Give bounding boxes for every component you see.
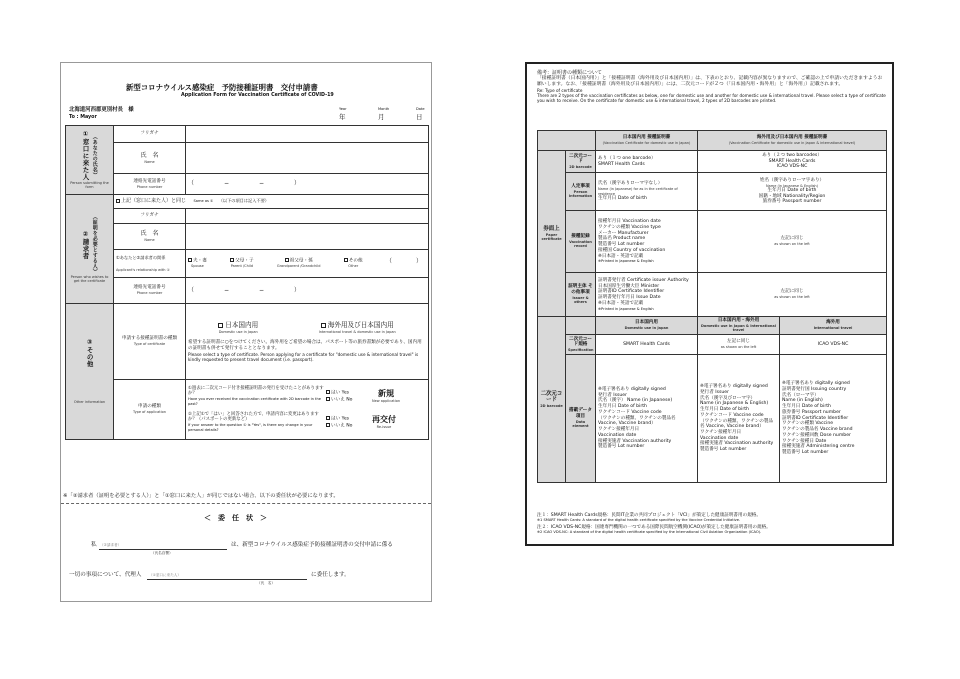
- comparison-table: 日本国内用 接種証明書 (Vaccination Certificate for domestic use in Japan) 海外用及び日本国内用 接種証明書 (Vaccination Certificate for domestic use in Japan & international travel) 券面上 Paper certificate 二次元コード 2D barcode あり（１つ one barcode） SMART Health Cards あり（２つ two barcodes） SMART Health Cards ICAO VDS-NC 人定事項 Person Information 氏名（漢字ありローマ字なし） Name (in Japanese) for as in the certificate of residence 生年月日 Date of birth 姓名（漢字ありローマ字あり） Name (in Japanese & English) 生年月日 Date of birth 国籍・地域 Nationality/Region 旅券番号 Passport number 接種記録 Vaccination record 接種年月日 Vaccination date ワクチンの種類 Vaccine type メーカー Manufacturer 製品名 Product name 製造番号 Lot number 接種国 Country of vaccination ※日本語・英語で記載 ※Printed in Japanese & English 左記に同じ as shown on the left 証明主体 その他事項 Issuer & others 証明書発行者 Certificate issuer Authority 日本国厚生労働大臣 Minister 証明書ID Certificate Identifier 証明書発行年月日 Issue Date ※日本語・英語で記載 ※Printed in Japanese & English 左記に同じ as shown on the left 二次元コード 2D barcode 日本国内用 Domestic use in Japan 日本国内用・海外用 Domestic use in Japan & International travel 海外用 International travel 二次元コード規格 Specification SMART Health Cards 左記に同じ as shown on the left ICAO VDS-NC 搭載データ項目 Data element ※電子署名あり digitally signed 発行者 Issuer 氏名（漢字） Name (in Japanese) 生年月日 Date of birth ワクチンコード Vaccine code （ワクチンの種類、ワクチンの製品名 Vaccine, Vaccine brand） ワクチン接種年月日 Vaccination date 接種実施者 Vaccination authority 製造番号 Lot number ※電子署名あり digitally signed 発行者 Issuer 氏名（漢字及びローマ字） Name (in Japanese & English) 生年月日 Date of birth ワクチンコード Vaccine code （ワクチンの種類、ワクチンの製品名 Vaccine, Vaccine brand） ワクチン接種年月日 Vaccination date 接種実施者 Vaccination authority 製造番号 Lot number ※電子署名あり digitally signed 証明書発行国 Issuing country 氏名（ローマ字） Name (in English) 生年月日 Date of birth 旅券番号 Passport number 証明書ID Certificate Identifier ワクチンの種類 Vaccine ワクチンの製品名 Vaccine brand ワクチン接種回数 Dose number ワクチン接種日 Date 接種実施者 Administering centre 製造番号 Lot number: [537, 130, 887, 483]
- certificate-types-page: [525, 62, 894, 546]
- q2-yes[interactable]: はい Yes: [326, 416, 372, 422]
- form-title: 新型コロナウイルス感染症 予防接種証明書 交付申請書: [126, 83, 318, 92]
- date-month[interactable]: 月: [378, 113, 385, 121]
- addressee-en: To : Mayor: [69, 115, 97, 120]
- new-application: 新規 New application: [372, 389, 401, 404]
- q1-yes[interactable]: はい Yes: [326, 390, 372, 396]
- application-type-cell: ①過去に二次元コード付き接種証明書の発行を受けたことがありますか？ Have you ever received the vaccination certificate with 2D barcode in the past? はい Yes いいえ No 新規 New application ②上記①で「はい」と回答された方で、申請内容に変更はありますか？（パスポートの更新など） If your answer to the question ① is "Yes", is there any change in your personal details? はい Yes いいえ No 再交付 Re-issue: [186, 380, 429, 440]
- application-form-page: 新型コロナウイルス感染症 予防接種証明書 交付申請書 Application Form for Vaccination Certificate of COVID-19 北海道河西郡更別村長 様 To : Mayor Year Month Date 年 月 日 ①窓口に来た人 （あなたの氏名） Person submitting the form フリガナ 氏 名 Name 連絡先電話番号 Phone number （ − − ） ②請求者 （証明を必要とする人） Person who wishes to get the certificate 上記（窓口に来た人）と同じ Same as ① （以下の項目は記入不要） フリガナ 氏 名 Name ①あなたと②請求者の関係 Applicant's relationship with ① 夫・妻 Spouse 父母・子 Parent /Child 祖父母・孫 Grandparent /Grandchild その他 Other （ ） 連絡先電話番号 Phone number （ − − ） ③その他 Other information 申請する接種証明書の種類 Type of certificate 日本国内用 Domestic use in Japan 海外用及び日本国内用 International travel & domestic use in Japan 希望する証明書に○をつけてください。海外用をご希望の場合は、パスポート等の旅券書類が必要であり、国内用の証明書も併せて発行することとなります。 Please select a type of certificate. Person applying for a certificate for "domestic use & international travel" is kindly requested to present travel document (i.e. passport). 申請の種類 Type of application ①過去に二次元コード付き接種証明書の発行を受けたことがありますか？ Have you ever received the vaccination certificate with 2D barcode in the past? はい Yes いいえ No 新規 New application ②上記①で「はい」と回答された方で、申請内容に変更はありますか？（パスポートの更新など） If your answer to the question ① is "Yes", is there any change in your personal details? はい Yes いいえ No 再交付 Re-issue ※「②請求者（証明を必要とする人）」と「①窓口に来た人」が同じではない場合、以下の委任状が必要になります。 ＜ 委 任 状 ＞ 私 （②請求者） （氏名自署） は、新型コロナウイルス感染症予防接種証明書の交付申請に係る 一切の事項について、代理人 （①窓口に来た人） （氏 名） に委任します。: [60, 62, 432, 602]
- date-year[interactable]: 年: [339, 113, 346, 121]
- q1-no[interactable]: いいえ No: [326, 397, 372, 403]
- proxy-title: ＜ 委 任 状 ＞: [204, 514, 267, 522]
- paper-label: 券面上 Paper certificate: [538, 151, 566, 317]
- intl-data-elements: ※電子署名あり digitally signed 証明書発行国 Issuing country 氏名（ローマ字） Name (in English) 生年月日 Date of birth 旅券番号 Passport number 証明書ID Certificate Identifier ワクチンの種類 Vaccine ワクチンの製品名 Vaccine brand ワクチン接種回数 Dose number ワクチン接種日 Date 接種実施者 Administering centre 製造番号 Lot number: [780, 355, 887, 483]
- dom-issuer-list: 証明書発行者 Certificate issuer Authority 日本国厚生労働大臣 Minister 証明書ID Certificate Identifier 証明書発行年月日 Issue Date ※日本語・英語で記載 ※Printed in Japanese & English: [596, 273, 698, 317]
- sec2-furigana-input[interactable]: [186, 209, 429, 224]
- dom-data-elements: ※電子署名あり digitally signed 発行者 Issuer 氏名（漢字） Name (in Japanese) 生年月日 Date of birth ワクチンコード Vaccine code （ワクチンの種類、ワクチンの製品名 Vaccine, Vaccine brand） ワクチン接種年月日 Vaccination date 接種実施者 Vaccination authority 製造番号 Lot number: [596, 355, 698, 483]
- dom-vacc-list: 接種年月日 Vaccination date ワクチンの種類 Vaccine type メーカー Manufacturer 製品名 Product name 製造番号 Lot number 接種国 Country of vaccination ※日本語・英語で記載 ※Printed in Japanese & English: [596, 211, 698, 273]
- q2-no[interactable]: いいえ No: [326, 423, 372, 429]
- memo-block: 備考：証明書の種類について 「接種証明書（日本国内用）」と「接種証明書（海外用及び日本国内用）」は、下表のとおり、記載内容が異なりますので、ご確認の上で申請いただきますようお願いします。なお、「接種証明書（海外用及び日本国内用）」には、二次元コードが２つ（「日本国内用・海外用」と「海外用」）記載されます。 Re: Type of certificate There are 2 types of the vaccination certificates as below, one for domestic use and another for domestic use & international travel. Please select a type of certificate you wish to receive. On the certificate for domestic use & international travel, 2 types of 2D barcodes are printed.: [537, 70, 886, 103]
- certificate-type-cell: 日本国内用 Domestic use in Japan 海外用及び日本国内用 International travel & domestic use in Japan 希望する証明書に○をつけてください。海外用をご希望の場合は、パスポート等の旅券書類が必要であり、国内用の証明書も併せて発行することとなります。 Please select a type of certificate. Person applying for a certificate for "domestic use & international travel" is kindly requested to present travel document (i.e. passport).: [186, 304, 429, 380]
- notes: 注１：SMART Health Cards規格：民間IT企業の共同プロジェクト「VCI」が策定した健康証明書用の規格。 ※1 SMART Health Cards: A standard of the digital health certificate specified by the Vaccine Credential Initiative. 注２：ICAO VDS-NC規格：国連専門機関の一つである国際民間航空機関(ICAO)が策定した健康証明書用の規格。 ※2 ICAO VDS-NC: A standard of the digital health certificate specified by the International Civil Aviation Organization (ICAO).: [537, 513, 771, 534]
- barcode-label: 二次元コード 2D barcode: [538, 317, 566, 483]
- both-data-elements: ※電子署名あり digitally signed 発行者 Issuer 氏名（漢字及びローマ字） Name (in Japanese & English) 生年月日 Date of birth ワクチンコード Vaccine code （ワクチンの種類、ワクチンの製品名 Vaccine, Vaccine brand） ワクチン接種年月日 Vaccination date 接種実施者 Vaccination authority 製造番号 Lot number: [698, 355, 780, 483]
- sec1-name-input[interactable]: [186, 143, 429, 174]
- sec2-name-input[interactable]: [186, 224, 429, 250]
- sec2-phone-input[interactable]: （ − − ）: [186, 278, 429, 304]
- relation-option[interactable]: その他 Other: [344, 258, 363, 269]
- application-table: ①窓口に来た人 （あなたの氏名） Person submitting the form フリガナ 氏 名 Name 連絡先電話番号 Phone number （ − − ） ②請求者 （証明を必要とする人） Person who wishes to get the certificate 上記（窓口に来た人）と同じ Same as ① （以下の項目は記入不要） フリガナ 氏 名 Name ①あなたと②請求者の関係 Applicant's relationship with ① 夫・妻 Spouse 父母・子 Parent /Child 祖父母・孫 Grandparent /Grandchild その他 Other （ ） 連絡先電話番号 Phone number （ − − ） ③その他 Other information 申請する接種証明書の種類 Type of certificate 日本国内用 Domestic use in Japan 海外用及び日本国内用 International travel & domestic use in Japan 希望する証明書に○をつけてください。海外用をご希望の場合は、パスポート等の旅券書類が必要であり、国内用の証明書も併せて発行することとなります。 Please select a type of certificate. Person applying for a certificate for "domestic use & international travel" is kindly requested to present travel document (i.e. passport). 申請の種類 Type of application ①過去に二次元コード付き接種証明書の発行を受けたことがありますか？ Have you ever received the vaccination certificate with 2D barcode in the past? はい Yes いいえ No 新規 New application ②上記①で「はい」と回答された方で、申請内容に変更はありますか？（パスポートの更新など） If your answer to the question ① is "Yes", is there any change in your personal details? はい Yes いいえ No 再交付 Re-issue: [65, 125, 429, 440]
- relation-option[interactable]: 夫・妻 Spouse: [188, 258, 207, 269]
- date-day[interactable]: 日: [416, 113, 423, 121]
- section-2-label: ②請求者 （証明を必要とする人） Person who wishes to get the certificate: [66, 195, 114, 304]
- section-1-label: ①窓口に来た人 （あなたの氏名） Person submitting the form: [66, 126, 114, 195]
- relation-option[interactable]: 祖父母・孫 Grandparent /Grandchild: [276, 258, 321, 269]
- proxy-agent-name[interactable]: [147, 579, 307, 580]
- sec1-furigana-input[interactable]: [186, 126, 429, 143]
- relation-option[interactable]: 父母・子 Parent /Child: [230, 258, 254, 269]
- international-option[interactable]: 海外用及び日本国内用 International travel & domestic use in Japan: [318, 320, 396, 334]
- proxy-principal-signature[interactable]: [99, 549, 227, 550]
- form-title-en: Application Form for Vaccination Certificate of COVID-19: [181, 93, 334, 98]
- sec2-relation-options[interactable]: 夫・妻 Spouse 父母・子 Parent /Child 祖父母・孫 Grandparent /Grandchild その他 Other （ ）: [186, 250, 429, 278]
- sec2-same-as[interactable]: 上記（窓口に来た人）と同じ Same as ① （以下の項目は記入不要）: [114, 195, 429, 209]
- section-3-label: ③その他 Other information: [66, 304, 114, 440]
- domestic-option[interactable]: 日本国内用 Domestic use in Japan: [218, 320, 259, 334]
- reissue-application: 再交付 Re-issue: [372, 415, 396, 430]
- sec1-phone-input[interactable]: （ − − ）: [186, 174, 429, 195]
- proxy-footnote: ※「②請求者（証明を必要とする人）」と「①窓口に来た人」が同じではない場合、以下の委任状が必要になります。: [63, 493, 339, 499]
- addressee: 北海道河西郡更別村長 様: [69, 107, 134, 113]
- sec1-furigana-label: フリガナ: [114, 126, 186, 143]
- cut-line: [61, 503, 431, 504]
